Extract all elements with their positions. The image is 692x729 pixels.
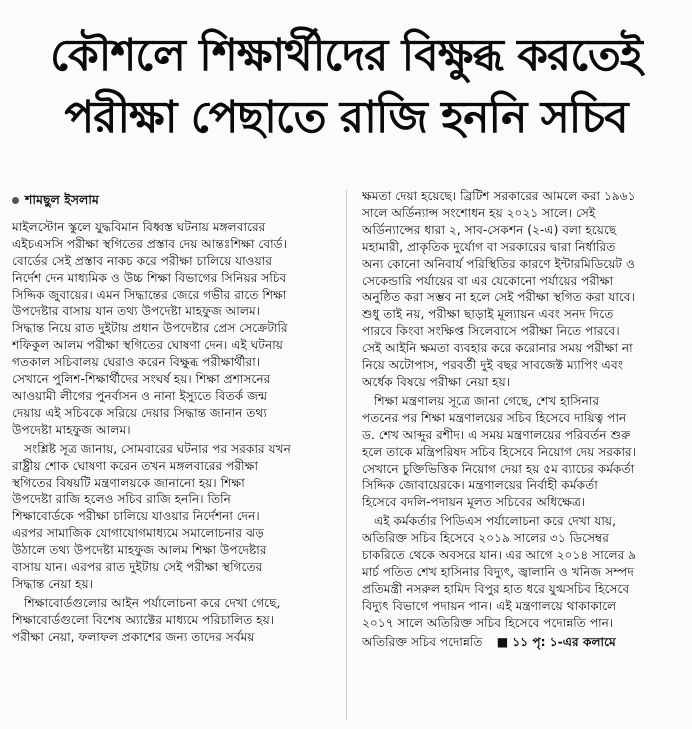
paragraph — [362, 188, 682, 391]
text-line: বাসায় যান। এরপর রাত দুইটায় সেই পরীক্ষা স্থগিতের — [12, 560, 263, 575]
paragraph — [12, 595, 334, 646]
headline-line-1: কৌশলে শিক্ষার্থীদের বিক্ষুব্ধ করতেই — [50, 30, 642, 82]
right-paragraphs — [362, 188, 682, 632]
text-line: উপদেষ্টার বাসায় যান তথ্য উপদেষ্টা মাহফুজ আলম। — [12, 304, 261, 319]
article-column-right — [362, 188, 682, 650]
text-line: হিসেবে বদলি-পদায়ন মূলত সচিবের অধিক্ষেত্র। — [362, 495, 586, 510]
text-line: সেখানে চুক্তিভিত্তিক নিয়োগ দেয়া হয় ৫ম ব্যাচের কর্মকর্তা — [362, 461, 635, 476]
text-line: ড. শেখ আব্দুর রশীদ। এ সময় মন্ত্রণালয়ের পরিবর্তন শুরু — [362, 427, 631, 442]
text-line: সালে অর্ডিন্যান্স সংশোধন হয় ২০২১ সালে। সেই — [362, 205, 596, 220]
text-line: উঠালে তথ্য উপদেষ্টা মাহফুজ আলম শিক্ষা উপদেষ্টার — [12, 543, 267, 558]
text-line: শিক্ষাবোর্ডগুলোর আইন পর্যালোচনা করে দেখা গেছে, — [24, 595, 281, 610]
text-line: প্রতিমন্ত্রী নসরুল হামিদ বিপুর হাত ধরে যুগ্মসচিব হিসেবে — [362, 581, 630, 596]
text-line: অনুষ্ঠিত করা সম্ভব না হলে সেই পরীক্ষা স্থগিত করা যাবে। — [362, 290, 635, 305]
text-line: মহামারী, প্রাকৃতিক দুর্যোগ বা সরকারের দ্বারা নির্ধারিত — [362, 239, 616, 254]
continuation-tail-text: অতিরিক্ত সচিব পদোন্নতি — [362, 634, 483, 649]
article-column-left — [12, 192, 334, 648]
bullet-icon — [12, 197, 19, 204]
text-line: সিদ্ধান্ত নিয়ে রাত দুইটায় প্রধান উপদেষ্টার প্রেস সেক্রেটারি — [12, 321, 288, 336]
text-line: সংশ্লিষ্ট সূত্র জানায়, সোমবারের ঘটনার পর সরকার যখন — [24, 441, 291, 456]
text-line: এই কর্মকর্তার পিডিএস পর্যালোচনা করে দেখা যায়, — [374, 514, 616, 529]
byline — [12, 192, 334, 209]
continued-on-page-marker: ■ ১১ পৃ: ১-এর কলামে — [496, 634, 616, 649]
text-line: গতকাল সচিবালয় ঘেরাও করেন বিক্ষুব্ধ পরীক্ষার্থীরা। — [12, 355, 261, 370]
text-line: উপদেষ্টা রাজি হলেও সচিব রাজি হননি। তিনি — [12, 492, 231, 507]
text-line: শিক্ষাবোর্ডকে পরীক্ষা চালিয়ে যাওয়ার নির্দেশনা দেন। — [12, 509, 260, 524]
text-line: সিদ্দিক জুবায়ের। এমন সিদ্ধান্তের জেরে গভীর রাতে শিক্ষা — [12, 287, 287, 302]
text-line: শিক্ষাবোর্ডগুলো বিশেষ অ্যাক্টের মাধ্যমে পরিচালিত হয়। — [12, 612, 275, 627]
text-line: অর্ডিন্যান্সের ধারা ২, সাব-সেকশন (২-এ) বলা হয়েছে — [362, 222, 617, 237]
text-line: পারবে কিংবা সংক্ষিপ্ত সিলেবাসে পরীক্ষা নিতে পারবে। — [362, 324, 620, 339]
text-line: ক্ষমতা দেয়া হয়েছে। ব্রিটিশ সরকারের আমলে করা ১৯৬১ — [362, 189, 636, 203]
text-line: শুধু তাই নয়, পরীক্ষা ছাড়াই মূল্যায়ন এবং সনদ দিতে — [362, 307, 614, 322]
text-line: ২০১৭ সালে অতিরিক্ত সচিব হিসেবে পদোন্নতি পান। — [362, 615, 614, 630]
text-line: নিয়ে অটোপাস, পরবর্তী দুই বছর সাবজেক্ট ম্যাপিং এবং — [362, 358, 623, 373]
left-paragraphs — [12, 219, 334, 646]
text-line: উপদেষ্টা মাহফুজ আলম। — [12, 422, 131, 437]
author-name: শামছুল ইসলাম — [25, 192, 99, 207]
text-line: অন্য কোনো অনিবার্য পরিস্থিতির কারণে ইন্টারমিডিয়েট ও — [362, 256, 635, 271]
text-line: হলে তাকে মন্ত্রিপরিষদ সচিব হিসেবে নিয়োগ দেয় সরকার। — [362, 444, 637, 459]
text-line: স্থগিতের বিষয়টি মন্ত্রণালয়কে জানানো হয়। শিক্ষা — [12, 475, 245, 490]
text-line: এইচএসসি পরীক্ষা স্থগিতের প্রস্তাব দেয় আন্তঃশিক্ষা বোর্ড। — [12, 236, 287, 251]
text-line: চাকরিতে থেকে অবসরে যান। এর আগে ২০১৪ সালের ৯ — [362, 548, 637, 563]
text-line: বোর্ডের সেই প্রস্তাব নাকচ করে পরীক্ষা চালিয়ে যাওয়ার — [12, 253, 273, 268]
text-line: অর্ধেক বিষয়ে পরীক্ষা নেয়া হয়। — [362, 374, 511, 389]
text-line: রাষ্ট্রীয় শোক ঘোষণা করেন তখন মঙ্গলবারের পরীক্ষা — [12, 458, 259, 473]
paragraph — [362, 513, 682, 631]
text-line: সিদ্দিক জোবায়েরকে। মন্ত্রণালয়ের নির্বাহী কর্মকর্তা — [362, 478, 598, 493]
text-line: অতিরিক্ত সচিব হিসেবে ২০১৯ সালের ৩১ ডিসেম্বর — [362, 531, 609, 546]
headline — [4, 25, 688, 149]
headline-line-2: পরীক্ষা পেছাতে রাজি হননি সচিব — [64, 92, 628, 144]
text-line: সিদ্ধান্ত নেয়া হয়। — [12, 576, 94, 591]
text-line: সেই আইনি ক্ষমতা ব্যবহার করে করোনার সময় পরীক্ষা না — [362, 341, 633, 356]
column-divider — [346, 190, 347, 720]
text-line: মার্চ পতিত শেখ হাসিনার বিদ্যুৎ, জ্বালানি ও খনিজ সম্পদ — [362, 564, 634, 579]
text-line: নির্দেশ দেন মাধ্যমিক ও উচ্চ শিক্ষা বিভাগের সিনিয়র সচিব — [12, 270, 287, 285]
text-line: সেখানে পুলিশ-শিক্ষার্থীদের সংঘর্ষ হয়। শিক্ষা প্রশাসনের — [12, 372, 271, 387]
paragraph — [12, 441, 334, 593]
text-line: দেয়ায় এই সচিবকে সরিয়ে দেয়ার সিদ্ধান্ত জানান তথ্য — [12, 405, 267, 420]
text-line: পরীক্ষা নেয়া, ফলাফল প্রকাশের জন্য তাদের সর্বময় — [12, 629, 255, 644]
paragraph — [12, 219, 334, 439]
text-line: শিক্ষা মন্ত্রণালয় সূত্রে জানা গেছে, শেখ হাসিনার — [374, 393, 600, 408]
text-line: মাইলস্টোন স্কুলে যুদ্ধবিমান বিধ্বস্ত ঘটনায় মঙ্গলবারের — [12, 219, 266, 234]
text-line: শফিকুল আলম পরীক্ষা স্থগিতের ঘোষণা দেন। এই ঘটনায় — [12, 338, 283, 353]
text-line: এরপর সামাজিক যোগাযোগমাধ্যমে সমালোচনার ঝড় — [12, 526, 264, 541]
continuation-line — [362, 634, 682, 651]
text-line: সেকেন্ডারি পর্যায়ের বা এর যেকোনো পর্যায়ের পরীক্ষা — [362, 273, 614, 288]
text-line: বিদ্যুৎ বিভাগে পদায়ন পান। এই মন্ত্রণালয়ে থাকাকালে — [362, 598, 617, 613]
text-line: আওয়ামী লীগের পুনর্বাসন ও নানা ইস্যুতে বিতর্ক জন্ম — [12, 388, 268, 403]
paragraph — [362, 393, 682, 511]
text-line: পতনের পর শিক্ষা মন্ত্রণালয়ের সচিব হিসেবে দায়িত্ব পান — [362, 410, 627, 425]
